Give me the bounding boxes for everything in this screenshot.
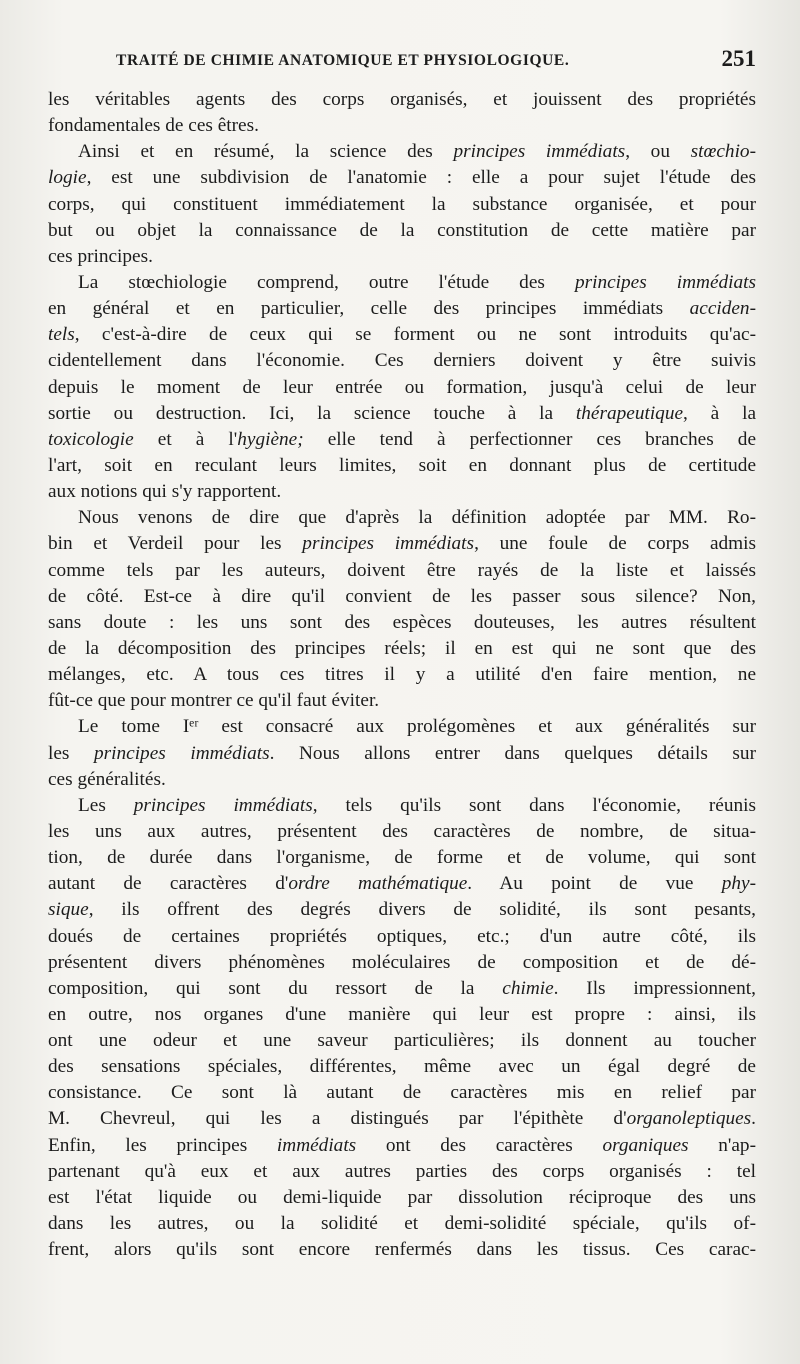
text-run: , une foule de corps admis <box>474 533 757 555</box>
italic-term: principes immédiats <box>133 794 313 816</box>
text-run: but ou objet la connaissance de la constitution de cette matière par <box>48 219 756 241</box>
text-run: frent, alors qu'ils sont encore renfermés dans les tissus. Ces carac- <box>48 1239 756 1261</box>
text-run: l'art, soit en reculant leurs limites, soit en donnant plus de certitude <box>48 454 756 476</box>
text-line <box>48 531 756 557</box>
text-line <box>48 741 756 767</box>
italic-term: phy- <box>721 873 756 895</box>
text-run: , tels qu'ils sont dans l'économie, réunis <box>312 794 757 816</box>
italic-term: toxicologie <box>48 428 134 450</box>
text-line <box>48 1211 756 1237</box>
text-line <box>48 636 756 662</box>
text-run: sortie ou destruction. Ici, la science touche à la <box>48 402 576 424</box>
text-line <box>48 976 756 1002</box>
text-run: Enfin, les principes <box>48 1134 277 1156</box>
text-line <box>48 296 756 322</box>
italic-term: acciden- <box>689 298 756 320</box>
text-line <box>48 427 756 453</box>
italic-term: immédiats <box>276 1134 357 1156</box>
text-line <box>48 375 756 401</box>
text-line <box>48 218 756 244</box>
text-run: est l'état liquide ou demi-liquide par dissolution réciproque des uns <box>48 1186 756 1208</box>
text-run: en général et en particulier, celle des principes immédiats <box>48 298 690 320</box>
text-run: . Nous allons entrer dans quelques détails sur <box>269 742 756 764</box>
text-run: fondamentales de ces êtres. <box>48 115 259 137</box>
text-run: . Au point de vue <box>467 873 722 895</box>
text-run: dans les autres, ou la solidité et demi-solidité spéciale, qu'ils of- <box>48 1213 756 1235</box>
text-line <box>48 244 756 270</box>
text-run: partenant qu'à eux et aux autres parties des corps organisés : tel <box>48 1160 756 1182</box>
text-run: , ils offrent des degrés divers de solidité, ils sont pesants, <box>88 899 756 921</box>
text-run: ces généralités. <box>48 768 166 790</box>
italic-term: principes immédiats <box>453 141 626 163</box>
italic-term: organoleptiques <box>626 1108 752 1130</box>
text-run: sans doute : les uns sont des espèces douteuses, les autres résultent <box>48 611 756 633</box>
text-run: des sensations spéciales, différentes, même avec un égal degré de <box>48 1056 756 1078</box>
page-number: 251 <box>721 46 756 71</box>
text-line <box>48 584 756 610</box>
text-line <box>48 793 756 819</box>
text-run: et à l' <box>133 428 238 450</box>
text-run: Ainsi et en résumé, la science des <box>78 141 454 163</box>
text-line <box>48 897 756 923</box>
text-run: , ou <box>625 141 691 163</box>
text-run: présentent divers phénomènes moléculaires de composition et de dé- <box>48 951 756 973</box>
text-run: ont des caractères <box>356 1134 603 1156</box>
text-line <box>48 322 756 348</box>
text-line <box>48 1002 756 1028</box>
running-title: TRAITÉ DE CHIMIE ANATOMIQUE ET PHYSIOLOGIQUE. <box>116 52 570 69</box>
italic-term: tels <box>48 324 75 346</box>
text-run: ces principes. <box>48 245 153 267</box>
text-line <box>48 950 756 976</box>
text-line <box>48 87 756 113</box>
text-run: depuis le moment de leur entrée ou formation, jusqu'à celui de leur <box>48 376 756 398</box>
text-run: bin et Verdeil pour les <box>48 533 303 555</box>
italic-term: organiques <box>602 1134 689 1156</box>
text-run: doués de certaines propriétés optiques, etc.; d'un autre côté, ils <box>48 925 756 947</box>
body-text <box>48 87 756 1263</box>
text-line <box>48 688 756 714</box>
text-line <box>48 453 756 479</box>
text-line <box>48 165 756 191</box>
text-run: Les <box>78 794 134 816</box>
text-run: mélanges, etc. A tous ces titres il y a utilité d'en faire mention, ne <box>48 664 756 686</box>
text-run: Le tome Iᵉʳ est consacré aux prolégomènes et aux généralités sur <box>78 716 756 738</box>
text-run: M. Chevreul, qui les a distingués par l'épithète d' <box>48 1108 627 1130</box>
text-run: autant de caractères d' <box>48 873 289 895</box>
text-line <box>48 192 756 218</box>
text-line <box>48 924 756 950</box>
text-run: La stœchiologie comprend, outre l'étude des <box>78 271 575 293</box>
text-line <box>48 767 756 793</box>
text-line <box>48 1133 756 1159</box>
text-run: . Ils impressionnent, <box>553 977 756 999</box>
italic-term: ordre mathématique <box>288 873 468 895</box>
text-line <box>48 1054 756 1080</box>
text-line <box>48 113 756 139</box>
page-header <box>116 46 756 76</box>
text-run: fût-ce que pour montrer ce qu'il faut éviter. <box>48 690 380 712</box>
text-run: composition, qui sont du ressort de la <box>48 977 503 999</box>
text-line <box>48 505 756 531</box>
text-line <box>48 819 756 845</box>
italic-term: chimie <box>502 977 554 999</box>
text-run: de la décomposition des principes réels; il en est qui ne sont que des <box>48 637 756 659</box>
text-line <box>48 610 756 636</box>
text-line <box>48 1185 756 1211</box>
text-run: consistance. Ce sont là autant de caractères mis en relief par <box>48 1082 756 1104</box>
text-run: aux notions qui s'y rapportent. <box>48 481 282 503</box>
text-run: n'ap- <box>688 1134 756 1156</box>
text-line <box>48 714 756 740</box>
text-run: les véritables agents des corps organisés, et jouissent des propriétés <box>48 89 756 110</box>
text-line <box>48 871 756 897</box>
text-run: , à la <box>683 402 757 424</box>
text-run: comme tels par les auteurs, doivent être rayés de la liste et laissés <box>48 559 756 581</box>
text-line <box>48 479 756 505</box>
text-run: cidentellement dans l'économie. Ces derniers doivent y être suivis <box>48 350 756 372</box>
text-run: ont une odeur et une saveur particulières; ils donnent au toucher <box>48 1030 756 1052</box>
text-line <box>48 348 756 374</box>
italic-term: sique <box>48 899 89 921</box>
text-run: corps, qui constituent immédiatement la substance organisée, et pour <box>48 193 756 215</box>
text-line <box>48 1080 756 1106</box>
text-run: en outre, nos organes d'une manière qui leur est propre : ainsi, ils <box>48 1003 756 1025</box>
text-run: , est une subdivision de l'anatomie : elle a pour sujet l'étude des <box>86 167 756 189</box>
italic-term: principes immédiats <box>94 742 270 764</box>
italic-term: principes immédiats <box>302 533 475 555</box>
text-line <box>48 1159 756 1185</box>
text-run: tion, de durée dans l'organisme, de forme et de volume, qui sont <box>48 847 756 869</box>
text-run: Nous venons de dire que d'après la définition adoptée par MM. Ro- <box>78 507 756 529</box>
italic-term: thérapeutique <box>575 402 684 424</box>
text-line <box>48 139 756 165</box>
italic-term: stœchio- <box>690 141 756 163</box>
text-run: . <box>751 1108 756 1130</box>
text-run: elle tend à perfectionner ces branches de <box>303 428 757 450</box>
italic-term: principes immédiats <box>574 271 756 293</box>
text-line <box>48 401 756 427</box>
text-run: de côté. Est-ce à dire qu'il convient de les passer sous silence? Non, <box>48 585 756 607</box>
text-run: les <box>48 742 94 764</box>
italic-term: hygiène; <box>237 428 304 450</box>
text-run: les uns aux autres, présentent des caractères de nombre, de situa- <box>48 820 756 842</box>
text-line <box>48 845 756 871</box>
text-line <box>48 1106 756 1132</box>
text-line <box>48 1237 756 1263</box>
text-run: , c'est-à-dire de ceux qui se forment ou ne sont introduits qu'ac- <box>74 324 756 346</box>
text-line <box>48 270 756 296</box>
text-line <box>48 662 756 688</box>
text-line <box>48 558 756 584</box>
text-line <box>48 1028 756 1054</box>
italic-term: logie <box>48 167 87 189</box>
